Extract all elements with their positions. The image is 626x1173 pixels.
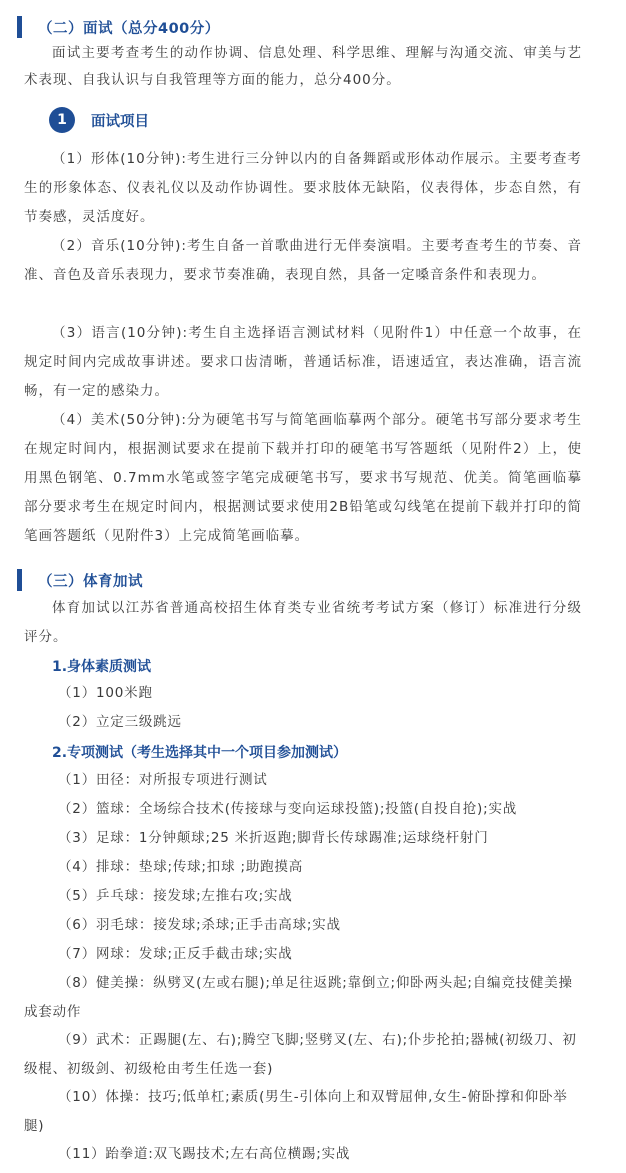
subsection-title: 面试项目 (91, 113, 149, 130)
subheading: 2.专项测试（考生选择其中一个项目参加测试） (52, 745, 348, 761)
list-item: （7）网球：发球;正反手截击球;实战 (58, 946, 293, 962)
list-item: （3）足球：1分钟颠球;25 米折返跑;脚背长传球踢准;运球绕杆射门 (58, 830, 489, 846)
list-item: （1）100米跑 (58, 685, 153, 701)
list-item: （11）跆拳道:双飞踢技术;左右高位横踢;实战 (58, 1146, 351, 1162)
list-item: （10）体操：技巧;低单杠;素质(男生-引体向上和双臂屈伸,女生-俯卧撑和仰卧举腿) (24, 1089, 568, 1134)
paragraph-item: （3）语言(10分钟):考生自主选择语言测试材料（见附件1）中任意一个故事，在规定时间内完成故事讲述。要求口齿清晰，普通话标准，语速适宜，表达准确，语言流畅，有一定的感染力。 (24, 325, 582, 399)
section-heading-interview (17, 16, 220, 38)
list-item: （2）篮球：全场综合技术(传接球与变向运球投篮);投篮(自投自抢);实战 (58, 801, 518, 817)
section-title: （三）体育加试 (38, 573, 143, 590)
paragraph-item: （2）音乐(10分钟):考生自备一首歌曲进行无伴奏演唱。主要考查考生的节奏、音准、音色及音乐表现力，要求节奏准确，表现自然，具备一定嗓音条件和表现力。 (24, 238, 582, 283)
paragraph-item: （4）美术(50分钟):分为硬笔书写与简笔画临摹两个部分。硬笔书写部分要求考生在规定时间内，根据测试要求在提前下载并打印的硬笔书写答题纸（见附件2）上，使用黑色钢笔、0.7mm水笔或签字笔完成硬笔书写，要求书写规范、优美。简笔画临摹部分要求考生在规定时间内，根据测试要求使用2B铅笔或勾线笔在提前下载并打印的简笔画答题纸（见附件3）上完成简笔画临摹。 (24, 412, 582, 544)
section-marker-bar (17, 16, 22, 38)
subheading: 1.身体素质测试 (52, 659, 152, 675)
list-item: （6）羽毛球：接发球;杀球;正手击高球;实战 (58, 917, 341, 933)
section-heading-pe (17, 569, 143, 591)
section-marker-bar (17, 569, 22, 591)
section-title: （二）面试（总分400分） (38, 20, 220, 37)
list-item: （1）田径：对所报专项进行测试 (58, 772, 268, 788)
list-item: （2）立定三级跳远 (58, 714, 182, 730)
list-item: （5）乒乓球：接发球;左推右攻;实战 (58, 888, 293, 904)
list-item: （4）排球：垫球;传球;扣球 ;助跑摸高 (58, 859, 304, 875)
paragraph-item: （1）形体(10分钟):考生进行三分钟以内的自备舞蹈或形体动作展示。主要考查考生的形象体态、仪表礼仪以及动作协调性。要求肢体无缺陷，仪表得体，步态自然，有节奏感，灵活度好。 (24, 151, 582, 225)
section-intro: 体育加试以江苏省普通高校招生体育类专业省统考考试方案（修订）标准进行分级评分。 (24, 600, 582, 645)
list-item: （9）武术：正踢腿(左、右);腾空飞脚;竖劈叉(左、右);仆步抡拍;器械(初级刀、初级棍、初级剑、初级枪由考生任选一套) (24, 1032, 577, 1077)
subsection-heading (49, 107, 149, 133)
number-badge: 1 (49, 107, 75, 133)
section-intro: 面试主要考查考生的动作协调、信息处理、科学思维、理解与沟通交流、审美与艺术表现、自我认识与自我管理等方面的能力，总分400分。 (24, 45, 582, 88)
list-item: （8）健美操：纵劈叉(左或右腿);单足往返跳;靠倒立;仰卧两头起;自编竞技健美操成套动作 (24, 975, 573, 1020)
